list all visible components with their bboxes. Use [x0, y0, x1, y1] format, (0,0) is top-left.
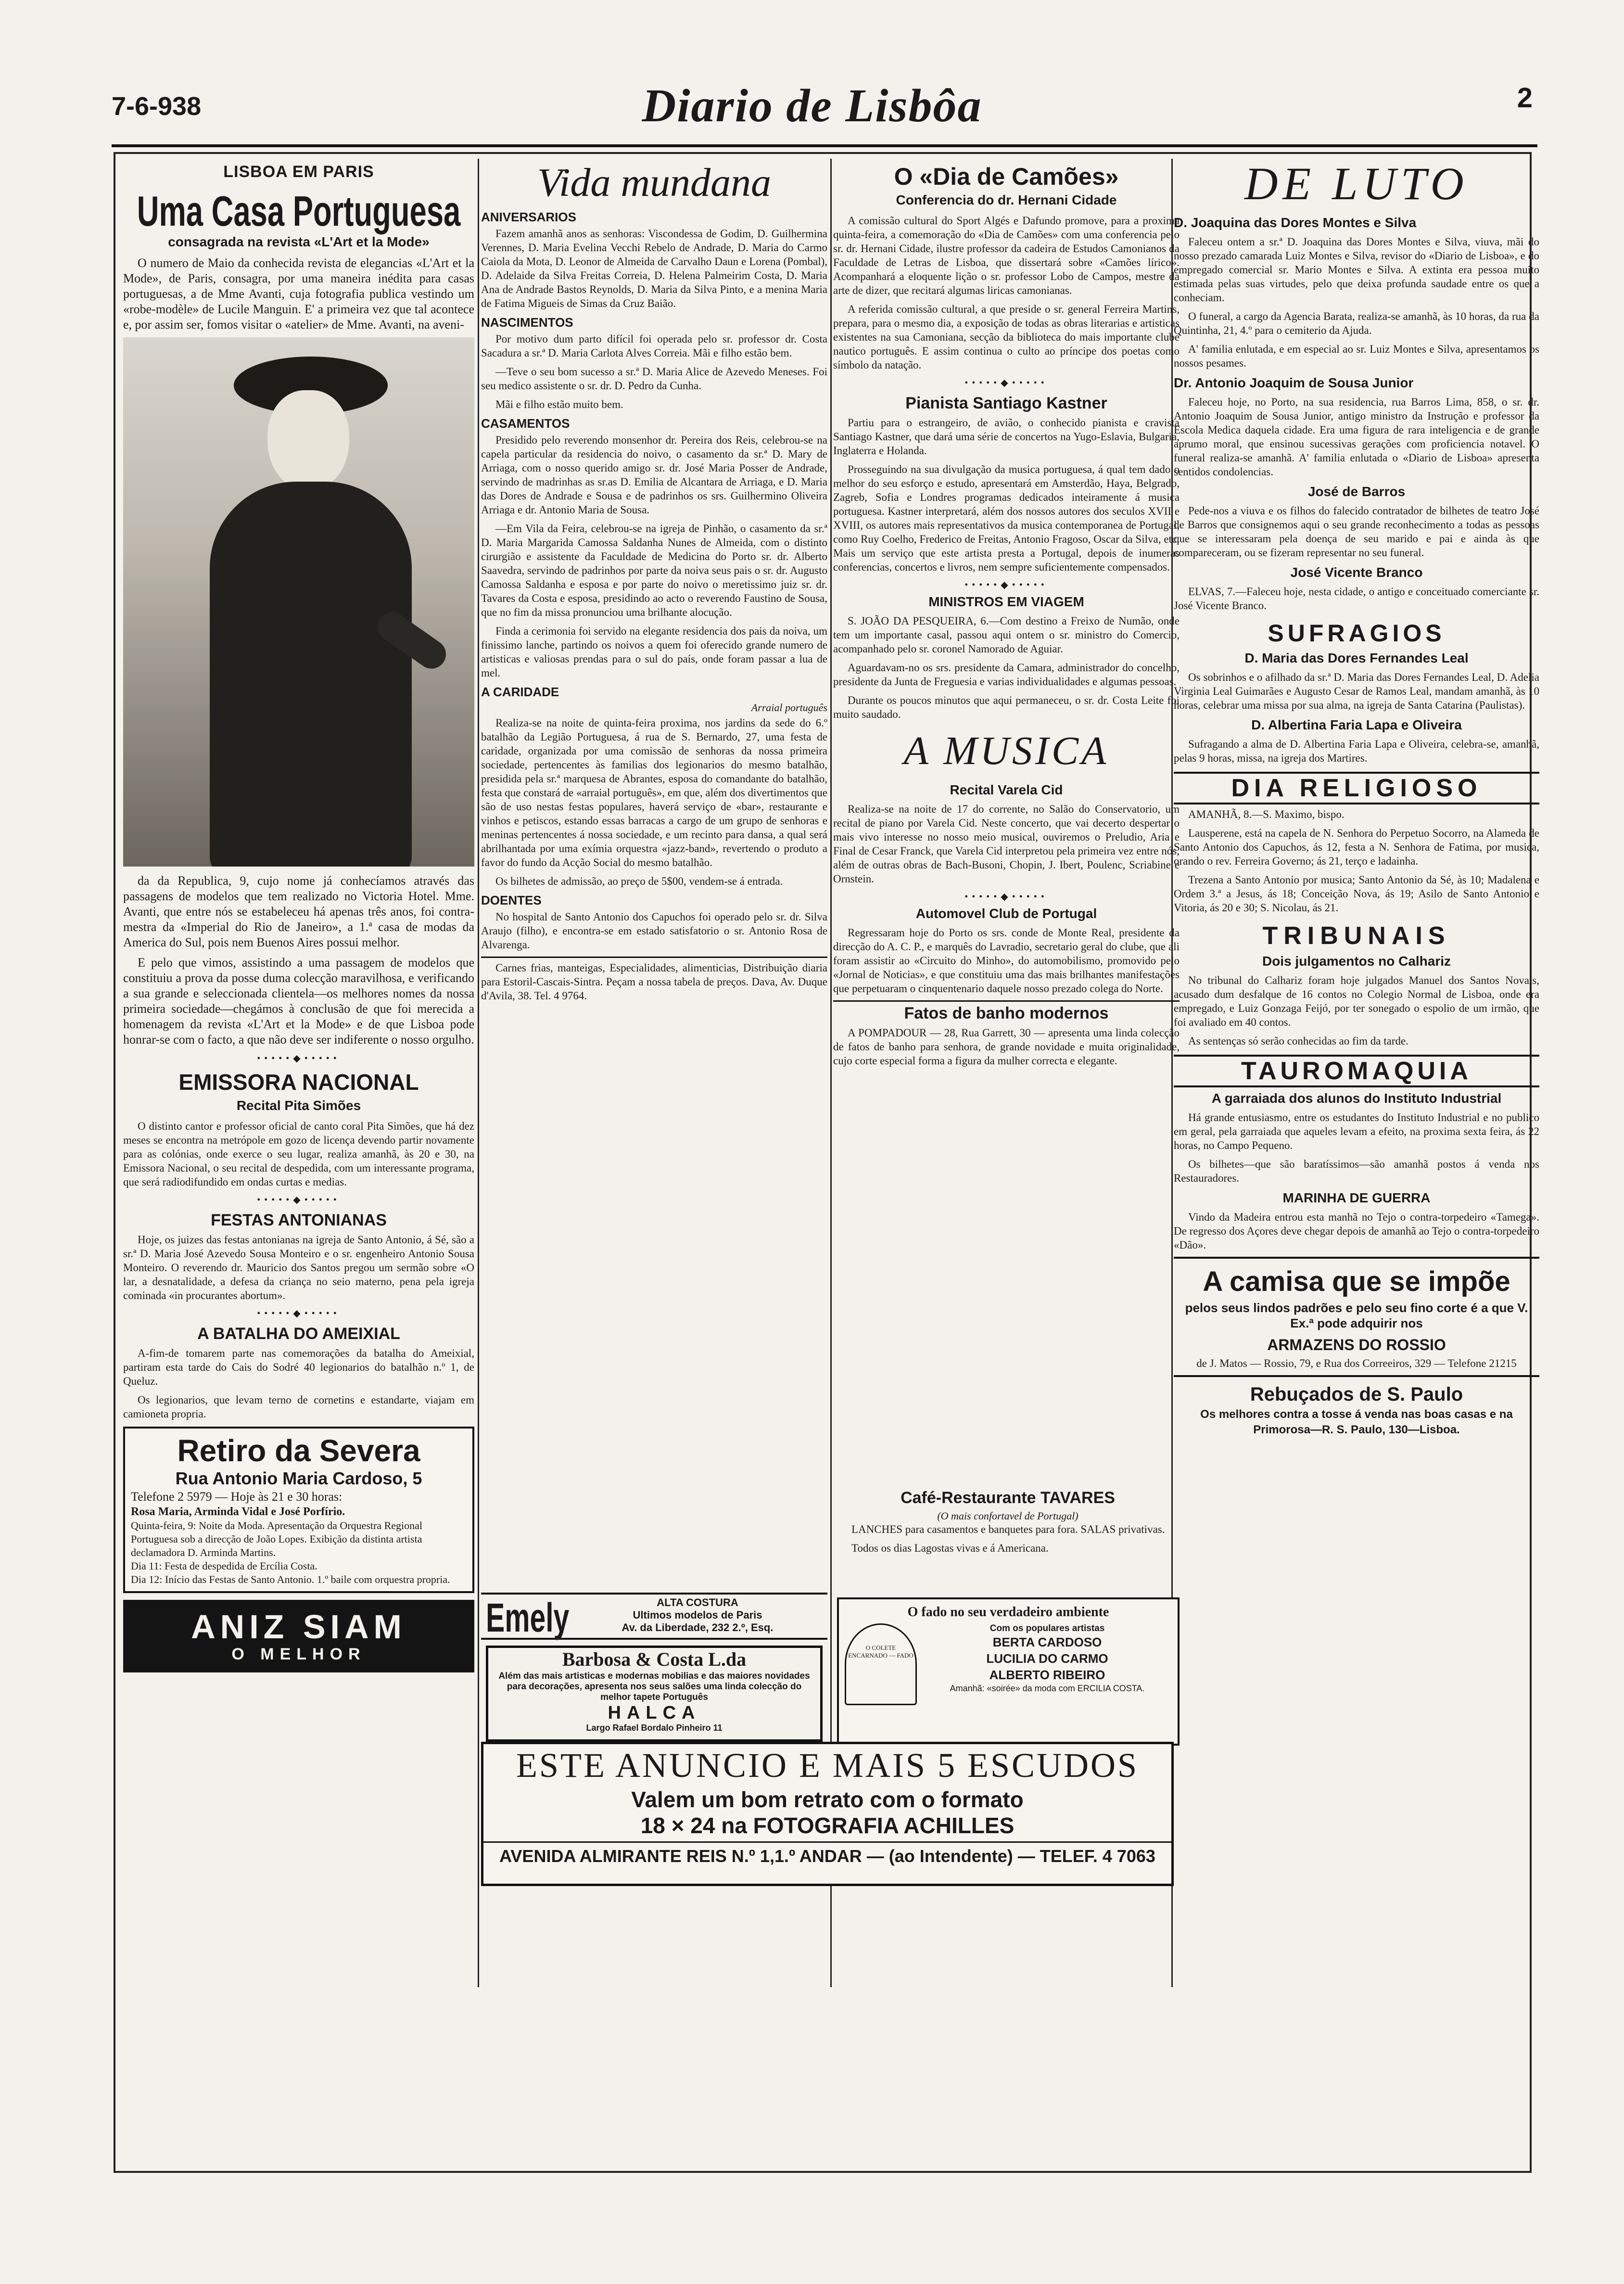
ad-text: LANCHES para casamentos e banquetes para fora. SALAS privativas. [851, 1523, 1165, 1535]
article-paragraph: —Teve o seu bom sucesso a sr.ª D. Maria Alice de Azevedo Meneses. Foi seu medico assistente o sr. dr. D. Pedro da Cunha. [481, 366, 827, 392]
obituary-name: José Vicente Branco [1290, 565, 1423, 580]
column-rule [478, 159, 479, 1987]
artist-name: LUCILIA DO CARMO [986, 1651, 1108, 1666]
ad-text: pelos seus lindos padrões e pelo seu fino corte é a que V. Ex.ª pode adquirir nos [1185, 1301, 1528, 1330]
artist-name: ALBERTO RIBEIRO [989, 1668, 1105, 1682]
article-paragraph: Mãi e filho estão muito bem. [495, 398, 623, 410]
kastner-headline: Pianista Santiago Kastner [905, 394, 1107, 412]
sufragio-name: D. Maria das Dores Fernandes Leal [1244, 651, 1469, 665]
article-paragraph: Os legionarios, que levam terno de cornetins e estandarte, viajam em camioneta propria. [123, 1394, 474, 1420]
batalha-headline: A BATALHA DO AMEIXIAL [197, 1325, 400, 1343]
ad-line: Dia 12: Início das Festas de Santo Antonio. 1.º baile com orquestra propria. [131, 1573, 450, 1585]
ad-tagline: O MELHOR [231, 1645, 366, 1663]
article-paragraph: O numero de Maio da conhecida revista de elegancias «L'Art et la Mode», de Paris, consagra, por uma maneira inédita para casas portuguesas, a de Mme Avanti, cuja fotografia publica vestindo um «robe-modèle» de Lucile Manguin. E' a primeira vez que tal acontece e, por assim ser, fomos visitar o «atelier» de Mme. Avanti, na aveni- [123, 256, 474, 332]
ad-line: 18 × 24 na FOTOGRAFIA ACHILLES [640, 1813, 1015, 1838]
ad-address: Largo Rafael Bordalo Pinheiro 11 [586, 1723, 723, 1733]
emissora-headline: EMISSORA NACIONAL [178, 1070, 419, 1095]
retiro-severa-ad [123, 1427, 474, 1593]
column-1: LISBOA EM PARIS Uma Casa Portuguesa consagrada na revista «L'Art et la Mode» O numero de Maio da conhecida revista de elegancias «L'Art et la Mode», de Paris, consagra, por uma maneira inédita para casas portuguesas, a de Mme Avanti, cuja fotografia publica vestindo um «robe-modèle» de Lucile Manguin. E' a primeira vez que tal acontece e, por assim ser, fomos visitar o «atelier» de Mme. Avanti, na aveni- da da Republica, 9, cujo nome já conhecíamos através das passagens de modelos que tem realizado no Victoria Hotel. Mme. Avanti, que entre nós se estabeleceu há apenas três anos, foi contra-mestra da «Imperial do Rio de Janeiro», a 1.ª casa de modas da America do Sul, pois nem Buenos Aires possui melhor. E pelo que vimos, assistindo a uma passagem de modelos que constituiu a prova da posse duma colecção maravilhosa, e verificando a sua grande e seleccionada clientela—os melhores nomes da nossa primeira sociedade—chegámos à conclusão de que foi merecida a homenagem da revista «L'Art et la Mode» e de que Lisboa pode honrar-se com o facto, a que não deve ser indiferente o nosso orgulho. •••••◆••••• EMISSORA NACIONAL Recital Pita Simões O distinto cantor e professor oficial de canto coral Pita Simões, que há dez meses se encontra na metrópole em gozo de licença devendo partir novamente para as colónias, onde exerce o seu lugar, realiza amanhã, às 20 e 30, na Emissora Nacional, o seu recital de despedida, com um interessante programa, que será radiodifundido em ondas curtas e medias. •••••◆••••• FESTAS ANTONIANAS Hoje, os juizes das festas antonianas na igreja de Santo Antonio, á Sé, são a sr.ª D. Maria José Azevedo Sousa Monteiro e o sr. engenheiro Antonio Sousa Monteiro. O reverendo dr. Mauricio dos Santos pregou um sermão sobre «O lar, a desnatalidade, a defesa da criança no seio materno, pena pela igreja cominada «in procurantes abortum». •••••◆••••• A BATALHA DO AMEIXIAL A-fim-de tomarem parte nas comemorações da batalha do Ameixial, partiram esta tarde do Cais do Sodré 40 legionarios do batalhão n.º 1, de Queluz. Os legionarios, que levam terno de cornetins e estandarte, viajam em camioneta propria. Retiro da Severa Rua Antonio Maria Cardoso, 5 Telefone 2 5979 — Hoje às 21 e 30 horas: Rosa Maria, Arminda Vidal e José Porfírio. Quinta-feira, 9: Noite da Moda. Apresentação da Orquestra Regional Portuguesa sob a direcção de João Lopes. Exibição da distinta artista declamadora D. Arminda Martins. Dia 11: Festa de despedida de Ercília Costa. Dia 12: Início das Festas de Santo Antonio. 1.º baile com orquestra propria. ANIZ SIAM O MELHOR [123, 159, 474, 2194]
ad-text: Os melhores contra a tosse á venda nas boas casas e na Primorosa—R. S. Paulo, 130—Lisboa. [1200, 1408, 1513, 1436]
article-paragraph: O funeral, a cargo da Agencia Barata, realiza-se amanhã, às 10 horas, da rua da Quintinha, 21, 4.º para o cemiterio da Ajuda. [1174, 310, 1539, 336]
fotografia-achilles-ad [481, 1742, 1174, 1886]
article-paragraph: Realiza-se na noite de 17 do corrente, no Salão do Conservatorio, um recital de piano por Varela Cid. Neste concerto, que vai decerto despertar o mais vivo interesse no nosso meio musical, ouviremos o Preludio, Aria e Final de Cesar Franck, que Varela Cid interpretou pela primeira vez entre nós, além de outras obras de Bach-Busoni, Chopin, J. Ibert, Poulenc, Scriabine e Ornstein. [833, 803, 1180, 885]
article-paragraph: Trezena a Santo Antonio por musica; Santo Antonio da Sé, às 10; Madalena e Ordem 3.ª a Jesus, ás 18; Conceição Nova, ás 19; Asilo de Santo Antonio e Vitoria, ás 20 e 30; S. Nicolau, ás 21. [1174, 874, 1539, 914]
fashion-photo [123, 337, 474, 867]
column-2 [481, 159, 827, 2194]
sufragio-name: D. Albertina Faria Lapa e Oliveira [1251, 717, 1462, 732]
section-label: A CARIDADE [481, 685, 559, 699]
automovel-headline: Automovel Club de Portugal [915, 906, 1097, 921]
fado-ad [837, 1597, 1180, 1746]
barbosa-costa-ad [486, 1646, 823, 1742]
article-paragraph: Aguardavam-no os srs. presidente da Camara, administrador do concelho, presidente da Junta de Freguesia e varias individualidades e algumas pessoas. [833, 662, 1180, 688]
tauromaquia-headline: TAUROMAQUIA [1174, 1055, 1539, 1087]
page-number: 2 [1517, 82, 1533, 114]
article-paragraph: S. JOÃO DA PESQUEIRA, 6.—Com destino a Freixo de Numão, onde tem um importante casal, passou aqui ontem o sr. ministro do Comercio, acompanhado pelo sr. coronel Namorado de Aguiar. [833, 615, 1180, 655]
obituary-name: José de Barros [1307, 484, 1406, 499]
article-paragraph: Vindo da Madeira entrou esta manhã no Tejo o contra-torpedeiro «Tamega». De regresso dos Açores deve chegar depois de amanhã ao Tejo o contra-torpedeiro «Dão». [1174, 1211, 1539, 1251]
article-paragraph: Durante os poucos minutos que aqui permaneceu, o sr. dr. Costa Leite foi muito saudado. [833, 694, 1180, 720]
masthead-title: Diario de Lisbôa [642, 80, 982, 132]
article-paragraph: Finda a cerimonia foi servido na elegante residencia dos pais da noiva, um finissimo lanche, partindo os noivos a quem foi oferecido grande numero de artisticas e valiosas prendas para o sul do país, onde foram passar a lua de mel. [481, 625, 827, 679]
article-paragraph: Fazem amanhã anos as senhoras: Viscondessa de Godim, D. Guilhermina Verennes, D. Maria Evelina Vecchi Rebelo de Andrade, D. Maria do Carmo Caiola da Mota, D. Leonor de Almeida de Carvalho Daun e Lorena (Pombal), D. Adelaide da Silva Freitas Correia, D. Helena Palmeirim Costa, D. Maria Ana de Andrade Bastos Reynolds, D. Maria da Silva Pinto, e a menina Maria de Fatima Migueis de Simas da Cruz Baião. [481, 228, 827, 309]
article-paragraph: Partiu para o estrangeiro, de avião, o conhecido pianista e cravista Santiago Kastner, que dará uma série de concertos na Yugo-Eslavia, Bulgaria, Inglaterra e Holanda. [833, 417, 1180, 457]
tribunais-headline: TRIBUNAIS [1262, 922, 1451, 950]
ad-phone: Telefone 2 5979 — Hoje às 21 e 30 horas: [131, 1490, 343, 1504]
ad-subtitle: (O mais confortavel de Portugal) [937, 1510, 1078, 1522]
ad-headline: ESTE ANUNCIO E MAIS 5 ESCUDOS [516, 1746, 1139, 1785]
article-paragraph: Faleceu ontem a sr.ª D. Joaquina das Dores Montes e Silva, viuva, mãi do nosso prezado camarada Luiz Montes e Silva, revisor do «Diario de Lisboa», e do empregado comercial sr. Mario Montes e Silva. A extinta era pessoa muito estimada pelas suas virtudes, pelo que deixa profunda saudade entre os que a conheciam. [1174, 236, 1539, 304]
emely-ad [481, 1593, 827, 1640]
article-paragraph: A-fim-de tomarem parte nas comemorações da batalha do Ameixial, partiram esta tarde do Cais do Sodré 40 legionarios do batalhão n.º 1, de Queluz. [123, 1347, 474, 1387]
section-title: Vida mundana [537, 160, 772, 205]
ad-title: Rebuçados de S. Paulo [1250, 1384, 1463, 1405]
article-paragraph: O distinto cantor e professor oficial de canto coral Pita Simões, que há dez meses se encontra na metrópole em gozo de licença devendo partir novamente para as colónias, onde exerce o seu lugar, realiza amanhã, às 20 e 30, na Emissora Nacional, o seu recital de despedida, com um interessante programa, que será radiodifundido em ondas curtas e medias. [123, 1120, 474, 1188]
artist-name: BERTA CARDOSO [992, 1635, 1102, 1649]
obituary-name: Dr. Antonio Joaquim de Sousa Junior [1174, 375, 1414, 390]
ad-text: Todos os dias Lagostas vivas e á Americana. [851, 1542, 1049, 1554]
article-byline: Arraial português [751, 702, 827, 714]
article-paragraph: Pede-nos a viuva e os filhos do falecido contratador de bilhetes de teatro José de Barros que consignemos aqui o seu grande reconhecimento a todas as pessoas que se interessaram pela doença de seu marido e pai e ainda às que compareceram, ou se fizeram representar no seu funeral. [1174, 505, 1539, 559]
section-label: CASAMENTOS [481, 416, 570, 431]
ad-title: O fado no seu verdadeiro ambiente [907, 1605, 1109, 1620]
article-paragraph: Os sobrinhos e o afilhado da sr.ª D. Maria das Dores Fernandes Leal, D. Adelia Virginia Leal Guimarães e Augusto Cesar de Ramos Leal, mandam amanhã, às 10 horas, celebrar uma missa por sua alma, na igreja de Santa Catarina (Paulistas). [1174, 671, 1539, 711]
ad-line: Quinta-feira, 9: Noite da Moda. Apresentação da Orquestra Regional Portuguesa sob a direcção de João Lopes. Exibição da distinta artista declamadora D. Arminda Martins. [131, 1519, 423, 1558]
article-paragraph: Prosseguindo na sua divulgação da musica portuguesa, á qual tem dado o melhor do seu esforço e estudo, apresentará em Amsterdão, Haya, Belgrado, Zagreb, Sofia e Londres programas dedicados inteiramente á musica portuguesa. Kastner interpretará, além dos nossos autores dos seculos XVII e XVIII, os autores mais representativos da musica contemporanea de Portugal, como Ruy Coelho, Frederico de Freitas, Antonio Fragoso, Oscar da Silva, etc. Mais um serviço que este artista presta a Portugal, depois de inumeras conferencias, concertos e livros, nem sempre suficientemente compensados. [833, 463, 1180, 573]
rebucados-ad [1174, 1375, 1539, 1438]
article-paragraph: Faleceu hoje, no Porto, na sua residencia, rua Barros Lima, 858, o sr. dr. Antonio Joaquim de Sousa Junior, antigo ministro da Instrução e professor da Escola Medica daquela cidade. Era uma figura de rara inteligencia e de grande aprumo moral, que ensinou sucessivas gerações com proficiencia notavel. O funeral realiza-se amanhã. A' familia enlutada o «Diario de Lisboa» apresenta sentidos condolencias. [1174, 396, 1539, 478]
article-headline: Uma Casa Portuguesa [137, 187, 461, 235]
ad-title: Café-Restaurante TAVARES [901, 1489, 1115, 1507]
ad-line: ALTA COSTURA [657, 1596, 738, 1608]
religioso-headline: DIA RELIGIOSO [1174, 772, 1539, 804]
article-subhead: consagrada na revista «L'Art et la Mode» [168, 234, 430, 249]
article-paragraph: A' familia enlutada, e em especial ao sr. Luiz Montes e Silva, apresentamos os nossos pesames. [1174, 343, 1539, 369]
article-paragraph: Regressaram hoje do Porto os srs. conde de Monte Real, presidente da direcção do A. C. P., e marquês do Lavradio, secretario geral do clube, que ali foram assistir ao «Circuito do Minho», do automobilismo, promovido pelo «Jornal de Noticias», e que constituiu uma das mais brilhantes manifestações que perpetuaram o cinquentenario daquele nosso prezado colega do Norte. [833, 927, 1180, 995]
article-paragraph: ELVAS, 7.—Faleceu hoje, nesta cidade, o antigo e conceituado comerciante sr. José Vicente Branco. [1174, 586, 1539, 612]
ad-title: Retiro da Severa [177, 1433, 420, 1468]
ad-address: AVENIDA ALMIRANTE REIS N.º 1,1.º ANDAR — (ao Intendente) — TELEF. 4 7063 [483, 1841, 1171, 1870]
section-label: DOENTES [481, 893, 542, 907]
ad-brand: Emely [486, 1595, 570, 1640]
masthead-rule [112, 144, 1537, 147]
article-kicker: LISBOA EM PARIS [223, 163, 374, 181]
luto-headline: DE LUTO [1244, 159, 1469, 209]
column-rule [830, 159, 832, 1987]
section-label: NASCIMENTOS [481, 315, 573, 330]
article-paragraph: Lausperene, está na capela de N. Senhora do Perpetuo Socorro, na Alameda de Santo Antonio dos Capuchos, ás 12, festa a N. Senhora de Fatima, por musica, orando o rev. Ferreira Governo; ás 21, terço e ladainha. [1174, 827, 1539, 867]
article-paragraph: No tribunal do Calhariz foram hoje julgados Manuel dos Santos Novais, acusado dum desfalque de 16 contos no Colegio Normal de Lisboa, onde era empregado, e Luiz Gonzaga Feijó, por ter sonegado o espolio de um irmão, que foi avaliado em 40 contos. [1174, 974, 1539, 1028]
ad-text: Carnes frias, manteigas, Especialidades, alimenticias, Distribuição diaria para Estoril-Cascais-Sintra. Peçam a nossa tabela de preços. Dava, Av. Duque d'Avila, 38. Tel. 4 9764. [481, 962, 827, 1002]
ministros-headline: MINISTROS EM VIAGEM [928, 594, 1084, 609]
article-paragraph: E pelo que vimos, assistindo a uma passagem de modelos que constituiu a prova da posse duma colecção maravilhosa, e verificando a sua grande e seleccionada clientela—os melhores nomes da nossa primeira sociedade—chegámos à conclusão de que foi merecida a homenagem da revista «L'Art et la Mode» e de que Lisboa pode honrar-se com o facto, a que não deve ser indiferente o nosso orgulho. [123, 956, 474, 1046]
dress-shape [210, 482, 412, 867]
article-paragraph: da da Republica, 9, cujo nome já conhecíamos através das passagens de modelos que tem realizado no Victoria Hotel. Mme. Avanti, que entre nós se estabeleceu há apenas três anos, foi contra-mestra da «Imperial do Rio de Janeiro», a 1.ª casa de modas da America do Sul, pois nem Buenos Aires possui melhor. [123, 874, 474, 949]
ad-line: Av. da Liberdade, 232 2.º, Esq. [622, 1621, 774, 1633]
article-paragraph: Os bilhetes de admissão, ao preço de 5$00, vendem-se á entrada. [495, 875, 783, 887]
musica-headline: A MUSICA [903, 728, 1109, 773]
section-label: ANIVERSARIOS [481, 210, 576, 224]
marinha-headline: MARINHA DE GUERRA [1282, 1190, 1431, 1205]
emissora-subhead: Recital Pita Simões [236, 1098, 361, 1113]
sufragios-headline: SUFRAGIOS [1268, 620, 1446, 647]
article-paragraph: Há grande entusiasmo, entre os estudantes do Instituto Industrial e no publico em geral, pela garraiada que aqueles levam a efeito, na proxima sexta feira, ás 22 horas, no Campo Pequeno. [1174, 1111, 1539, 1151]
camoes-subhead: Conferencia do dr. Hernani Cidade [896, 192, 1117, 207]
ad-line: Valem um bom retrato com o formato [631, 1787, 1024, 1812]
tribunais-subhead: Dois julgamentos no Calhariz [1262, 954, 1451, 969]
ad-title: ANIZ SIAM [191, 1608, 406, 1646]
tavares-ad [837, 1487, 1179, 1560]
article-paragraph: No hospital de Santo Antonio dos Capuchos foi operado pelo sr. dr. Silva Araujo (filho), e encontra-se em estado satisfatorio o sr. Antonio Rosa de Alvarenga. [481, 911, 827, 951]
masthead-date: 7-6-938 [112, 92, 202, 121]
ad-brand: Barbosa & Costa L.da [562, 1648, 747, 1670]
face-shape [267, 390, 349, 491]
ad-address: Rua Antonio Maria Cardoso, 5 [175, 1468, 422, 1488]
fatos-headline: Fatos de banho modernos [833, 1000, 1180, 1023]
article-paragraph: Realiza-se na noite de quinta-feira proxima, nos jardins da sede do 6.º batalhão da Legião Portuguesa, á rua de S. Bernardo, 27, uma festa de caridade, organizada por uma comissão de senhoras da nossa primeira sociedade, pertencentes às familias dos legionarios do mesmo batalhão, presidida pela sr.ª marquesa de Abrantes, esposa do comandante do batalhão, festa que constará de «arraial português», em que, além dos divertimentos que são de uso nestas festas populares, haverá serviço de «bar», restaurante e vinhos e petiscos, estando essas barracas a cargo de um grupo de senhoras e meninas pertencentes á nossa sociedade, e um recinto para dansa, a qual será abrilhantada por uma exímia orquestra «jazz-band», revertendo o produto a favor do fundo da Acção Social do mesmo batalhão. [481, 717, 827, 868]
ad-artists: Rosa Maria, Arminda Vidal e José Porfírio. [131, 1506, 345, 1518]
article-paragraph: A comissão cultural do Sport Algés e Dafundo promove, para a proxima quinta-feira, a comemoração do «Dia de Camões» com uma conferencia pelo sr. dr. Hernani Cidade, ilustre professor da cadeira de Estudos Camonianos da Faculdade de Letras de Lisboa, que dissertará sobre «Camões lírico». Acompanhará a eloquente lição o sr. professor Lobo de Campos, mestre da arte de dizer, que recitará algumas liricas camonianas. [833, 215, 1180, 296]
camisa-ad [1174, 1257, 1539, 1370]
article-paragraph: As sentenças só serão conhecidas ao fim da tarde. [1188, 1035, 1408, 1047]
ad-address: de J. Matos — Rossio, 79, e Rua dos Correeiros, 329 — Telefone 21215 [1196, 1357, 1517, 1369]
column-4 [1174, 159, 1539, 2194]
ad-subtitle: Com os populares artistas [990, 1623, 1105, 1633]
camoes-headline: O «Dia de Camões» [894, 163, 1119, 190]
article-paragraph: AMANHÃ, 8.—S. Maximo, bispo. [1188, 808, 1345, 820]
article-paragraph: Os bilhetes—que são baratíssimos—são amanhã postos á venda nos Restauradores. [1174, 1158, 1539, 1184]
article-paragraph: Sufragando a alma de D. Albertina Faria Lapa e Oliveira, celebra-se, amanhã, pelas 9 horas, missa, na igreja dos Martires. [1174, 738, 1539, 764]
obituary-name: D. Joaquina das Dores Montes e Silva [1174, 215, 1417, 230]
ad-store: ARMAZENS DO ROSSIO [1267, 1336, 1446, 1353]
article-paragraph: Por motivo dum parto difícil foi operada pelo sr. professor dr. Costa Sacadura a sr.ª D. Maria Carlota Alves Correia. Mãi e filho estão bem. [481, 333, 827, 359]
aniz-siam-ad [123, 1600, 474, 1672]
colete-badge: O COLETE ENCARNADO — FADO [845, 1623, 917, 1705]
classified-ad [481, 957, 827, 1003]
column-3: O «Dia de Camões» Conferencia do dr. Hernani Cidade A comissão cultural do Sport Algés e Dafundo promove, para a proxima quinta-feira, a comemoração do «Dia de Camões» com uma conferencia pelo sr. dr. Hernani Cidade, ilustre professor da cadeira de Estudos Camonianos da Faculdade de Letras de Lisboa, que dissertará sobre «Camões lírico». Acompanhará a eloquente lição o sr. professor Lobo de Campos, mestre da arte de dizer, que recitará algumas liricas camonianas. A referida comissão cultural, a que preside o sr. general Ferreira Martins, prepara, para o mesmo dia, a exposição de todas as obras literarias e artisticas existentes na sua Camoniana, secção da biblioteca do mais importante clube nautico português. E assim continua o culto ao príncipe dos poetas como símbolo da natação. •••••◆••••• Pianista Santiago Kastner Partiu para o estrangeiro, de avião, o conhecido pianista e cravista Santiago Kastner, que dará uma série de concertos na Yugo-Eslavia, Bulgaria, Inglaterra e Holanda. Prosseguindo na sua divulgação da musica portuguesa, á qual tem dado o melhor do seu esforço e estudo, apresentará em Amsterdão, Haya, Belgrado, Zagreb, Sofia e Londres programas dedicados inteiramente á musica portuguesa. Kastner interpretará, além dos nossos autores dos seculos XVII e XVIII, os autores mais representativos da musica contemporanea de Portugal, como Ruy Coelho, Frederico de Freitas, Antonio Fragoso, Oscar da Silva, etc. Mais um serviço que este artista presta a Portugal, depois de inumeras conferencias, concertos e livros, nem sempre suficientemente compensados. •••••◆••••• MINISTROS EM VIAGEM S. JOÃO DA PESQUEIRA, 6.—Com destino a Freixo de Numão, onde tem um importante casal, passou aqui ontem o sr. ministro do Comercio, acompanhado pelo sr. coronel Namorado de Aguiar. Aguardavam-no os srs. presidente da Camara, administrador do concelho, presidente da Junta de Freguesia e varias individualidades e algumas pessoas. Durante os poucos minutos que aqui permaneceu, o sr. dr. Costa Leite foi muito saudado. A MUSICA Recital Varela Cid Realiza-se na noite de 17 do corrente, no Salão do Conservatorio, um recital de piano por Varela Cid. Neste concerto, que vai decerto despertar o mais vivo interesse no nosso meio musical, ouviremos o Preludio, Aria e Final de Cesar Franck, que Varela Cid interpretou pela primeira vez entre nós, além de outras obras de Bach-Busoni, Chopin, J. Ibert, Poulenc, Scriabine e Ornstein. •••••◆••••• Automovel Club de Portugal Regressaram hoje do Porto os srs. conde de Monte Real, presidente da direcção do A. C. P., e marquês do Lavradio, secretario geral do clube, que ali foram assistir ao «Circuito do Minho», do automobilismo, promovido pelo «Jornal de Noticias», e que constituiu uma das mais brilhantes manifestações que perpetuaram o cinquentenario daquele nosso prezado colega do Norte. Fatos de banho modernos A POMPADOUR — 28, Rua Garrett, 30 — apresenta uma linda colecção de fatos de banho para senhora, de grande novidade e muita originalidade, cujo corte especial forma a figura da mulher correcta e elegante. [833, 163, 1180, 1067]
ad-footer: Amanhã: «soirée» da moda com ERCILIA COSTA. [950, 1684, 1145, 1693]
ad-product: HALCA [608, 1703, 701, 1723]
ad-text: Além das mais artisticas e modernas mobilias e das maiores novidades para decorações, apresenta nos seus salões uma linda colecção do melhor tapete Português [498, 1671, 810, 1702]
article-paragraph: —Em Vila da Feira, celebrou-se na igreja de Pinhão, o casamento da sr.ª D. Maria Margarida Camossa Saldanha Nunes de Almeida, com o distinto cirurgião e assistente da Faculdade de Medicina do Porto sr. dr. Alberto Saavedra, servindo de padrinhos por parte da noiva seus pais o sr. dr. Augusto Camossa Saldanha e esposa e por parte do noivo o meretissimo juiz sr. dr. Tavares da Costa e esposa, presidindo ao acto o reverendo Faustino de Sousa, que no fim da missa pronunciou uma brilhante alocução. [481, 523, 827, 618]
article-paragraph: A POMPADOUR — 28, Rua Garrett, 30 — apresenta uma linda colecção de fatos de banho para senhora, de grande novidade e muita originalidade, cujo corte especial forma a figura da mulher correcta e elegante. [833, 1027, 1180, 1067]
ad-title: A camisa que se impõe [1203, 1266, 1510, 1297]
article-paragraph: Presidido pelo reverendo monsenhor dr. Pereira dos Reis, celebrou-se na capela particular da residencia do noivo, o casamento da sr.ª D. Mary de Arriaga, com o nosso querido amigo sr. dr. José Maria Posser de Andrade, servindo de madrinhas as sr.as D. Emilia de Alcantara de Arriaga, e D. Maria das Dores de Andrade e Sousa e de padrinhos os srs. Guilhermino Oliveira Arriaga e dr. Antonio Maria de Sousa. [481, 434, 827, 516]
tauromaquia-subhead: A garraiada dos alunos do Instituto Industrial [1211, 1091, 1502, 1106]
ad-line: Ultimos modelos de Paris [633, 1609, 762, 1621]
varela-headline: Recital Varela Cid [950, 782, 1063, 797]
ad-line: Dia 11: Festa de despedida de Ercília Costa. [131, 1560, 317, 1572]
festas-headline: FESTAS ANTONIANAS [211, 1211, 387, 1229]
article-paragraph: A referida comissão cultural, a que preside o sr. general Ferreira Martins, prepara, para o mesmo dia, a exposição de todas as obras literarias e artisticas existentes na sua Camoniana, secção da biblioteca do mais importante clube nautico português. E assim continua o culto ao príncipe dos poetas como símbolo da natação. [833, 303, 1180, 371]
article-paragraph: Hoje, os juizes das festas antonianas na igreja de Santo Antonio, á Sé, são a sr.ª D. Maria José Azevedo Sousa Monteiro e o sr. engenheiro Antonio Sousa Monteiro. O reverendo dr. Mauricio dos Santos pregou um sermão sobre «O lar, a desnatalidade, a defesa da criança no seio materno, pena pela igreja cominada «in procurantes abortum». [123, 1234, 474, 1301]
